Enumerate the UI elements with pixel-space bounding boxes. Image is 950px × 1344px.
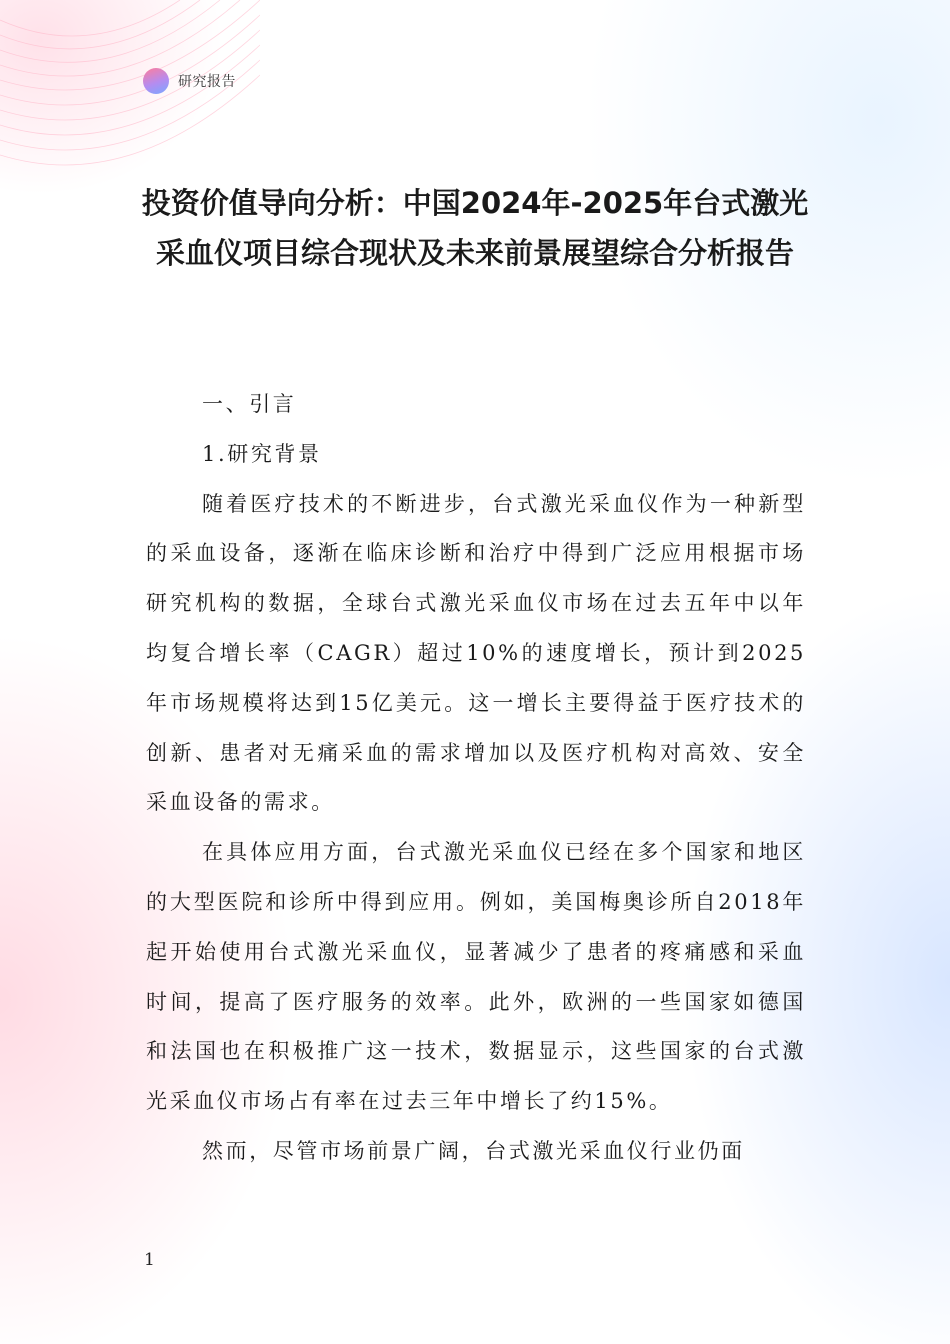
- decorative-corner-lines: [0, 0, 260, 200]
- document-title: 投资价值导向分析：中国2024年-2025年台式激光采血仪项目综合现状及未来前景展望综合分析报告: [141, 186, 809, 270]
- subsection-heading: 1.研究背景: [202, 441, 322, 466]
- header-label: 研究报告: [178, 74, 236, 90]
- document-body: [146, 380, 806, 1177]
- body-paragraph: 然而，尽管市场前景广阔，台式激光采血仪行业仍面: [202, 1138, 745, 1163]
- section-heading: 一、引言: [202, 392, 297, 416]
- report-header: [143, 68, 236, 94]
- logo-circle-icon: [143, 68, 169, 94]
- body-paragraph: 随着医疗技术的不断进步，台式激光采血仪作为一种新型的采血设备，逐渐在临床诊断和治疗中得到广泛应用根据市场研究机构的数据，全球台式激光采血仪市场在过去五年中以年均复合增长率（CAGR）超过10%的速度增长，预计到2025年市场规模将达到15亿美元。这一增长主要得益于医疗技术的创新、患者对无痛采血的需求增加以及医疗机构对高效、安全采血设备的需求。: [146, 491, 806, 815]
- body-paragraph: 在具体应用方面，台式激光采血仪已经在多个国家和地区的大型医院和诊所中得到应用。例如，美国梅奥诊所自2018年起开始使用台式激光采血仪，显著减少了患者的疼痛感和采血时间，提高了医疗服务的效率。此外，欧洲的一些国家如德国和法国也在积极推广这一技术，数据显示，这些国家的台式激光采血仪市场占有率在过去三年中增长了约15%。: [146, 840, 806, 1114]
- page-number: 1: [144, 1250, 155, 1270]
